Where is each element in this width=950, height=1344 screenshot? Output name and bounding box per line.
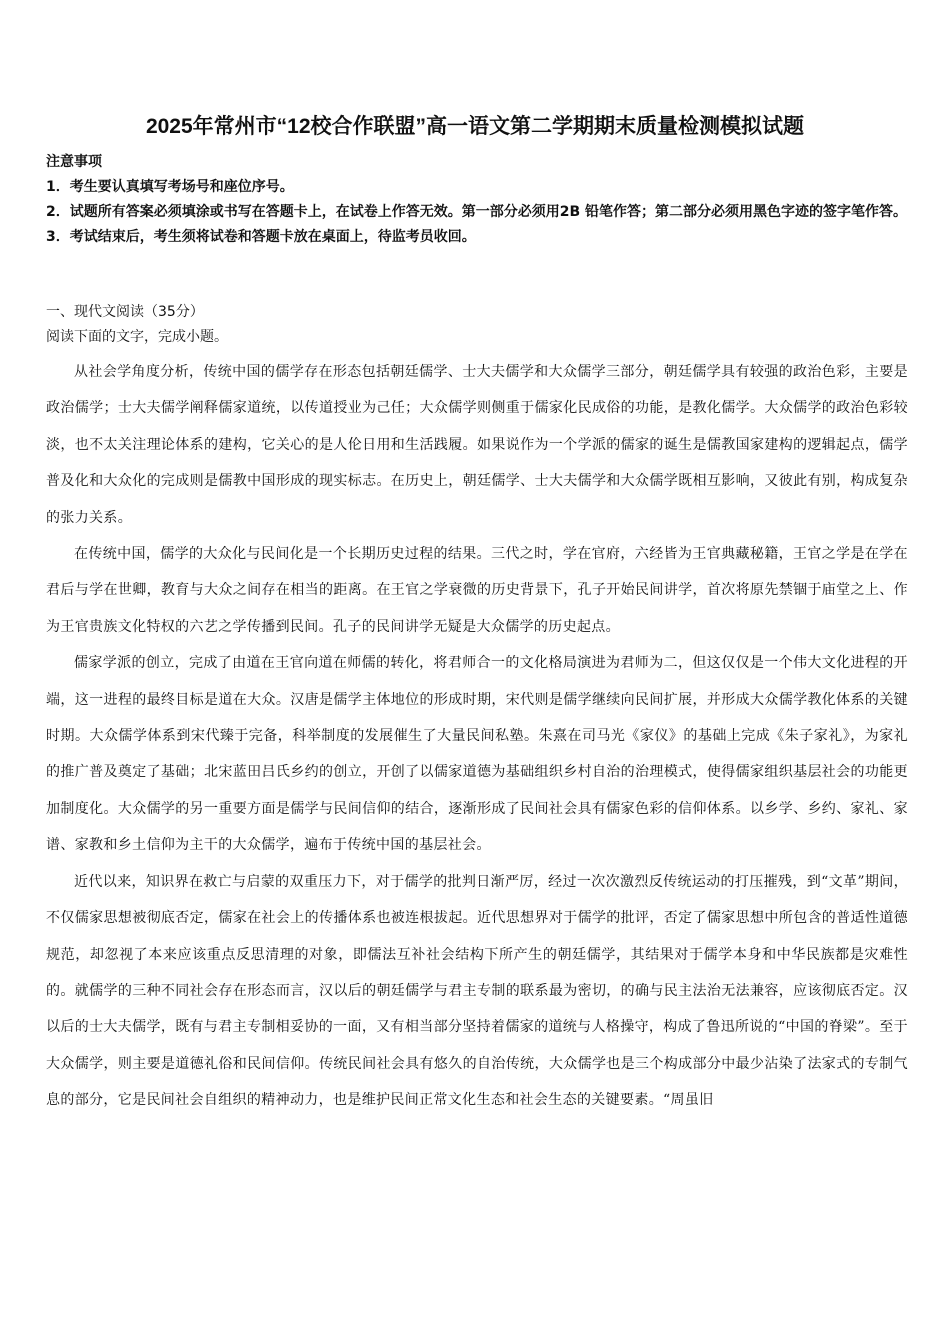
passage-paragraph: 从社会学角度分析，传统中国的儒学存在形态包括朝廷儒学、士大夫儒学和大众儒学三部分，朝廷儒学具有较强的政治色彩，主要是政治儒学；士大夫儒学阐释儒家道统，以传道授业为己任；大众儒学则侧重于儒家化民成俗的功能，是教化儒学。大众儒学的政治色彩较淡，也不太关注理论体系的建构，它关心的是人伦日用和生活践履。如果说作为一个学派的儒家的诞生是儒教国家建构的逻辑起点，儒学普及化和大众化的完成则是儒教中国形成的现实标志。在历史上，朝廷儒学、士大夫儒学和大众儒学既相互影响，又彼此有别，构成复杂的张力关系。: [46, 364, 908, 526]
passage-paragraph: 在传统中国，儒学的大众化与民间化是一个长期历史过程的结果。三代之时，学在官府，六经皆为王官典藏秘籍，王官之学是在学在君后与学在世卿，教育与大众之间存在相当的距离。在王官之学衰微的历史背景下，孔子开始民间讲学，首次将原先禁锢于庙堂之上、作为王官贵族文化特权的六艺之学传播到民间。孔子的民间讲学无疑是大众儒学的历史起点。: [46, 546, 908, 635]
section-instruction: 阅读下面的文字，完成小题。: [46, 329, 228, 345]
notice-block: [46, 150, 908, 250]
page-title: 2025年常州市“12校合作联盟”高一语文第二学期期末质量检测模拟试题: [145, 115, 805, 138]
passage-paragraph: 近代以来，知识界在救亡与启蒙的双重压力下，对于儒学的批判日渐严厉，经过一次次激烈反传统运动的打压摧残，到“文革”期间，不仅儒家思想被彻底否定，儒家在社会上的传播体系也被连根拔起。近代思想界对于儒学的批评，否定了儒家思想中所包含的普适性道德规范，却忽视了本来应该重点反思清理的对象，即儒法互补社会结构下所产生的朝廷儒学，其结果对于儒学本身和中华民族都是灾难性的。就儒学的三种不同社会存在形态而言，汉以后的朝廷儒学与君主专制的联系最为密切，的确与民主法治无法兼容，应该彻底否定。汉以后的士大夫儒学，既有与君主专制相妥协的一面，又有相当部分坚持着儒家的道统与人格操守，构成了鲁迅所说的“中国的脊梁”。至于大众儒学，则主要是道德礼俗和民间信仰。传统民间社会具有悠久的自治传统，大众儒学也是三个构成部分中最少沾染了法家式的专制气息的部分，它是民间社会自组织的精神动力，也是维护民间正常文化生态和社会生态的关键要素。“周虽旧: [46, 873, 908, 1109]
passage-paragraph: 儒家学派的创立，完成了由道在王官向道在师儒的转化，将君师合一的文化格局演进为君师为二，但这仅仅是一个伟大文化进程的开端，这一进程的最终目标是道在大众。汉唐是儒学主体地位的形成时期，宋代则是儒学继续向民间扩展，并形成大众儒学教化体系的关键时期。大众儒学体系到宋代臻于完备，科举制度的发展催生了大量民间私塾。朱熹在司马光《家仪》的基础上完成《朱子家礼》，为家礼的推广普及奠定了基础；北宋蓝田吕氏乡约的创立，开创了以儒家道德为基础组织乡村自治的治理模式，使得儒家组织基层社会的功能更加制度化。大众儒学的另一重要方面是儒学与民间信仰的结合，逐渐形成了民间社会具有儒家色彩的信仰体系。以乡学、乡约、家礼、家谱、家教和乡土信仰为主干的大众儒学，遍布于传统中国的基层社会。: [46, 655, 908, 854]
reading-section: [46, 300, 908, 1119]
section-heading: 一、现代文阅读（35分）: [46, 304, 204, 320]
reading-passage: [46, 354, 908, 1119]
notice-item: 3．考试结束后，考生须将试卷和答题卡放在桌面上，待监考员收回。: [46, 229, 476, 245]
notice-heading: 注意事项: [46, 154, 102, 170]
notice-item: 2．试题所有答案必须填涂或书写在答题卡上，在试卷上作答无效。第一部分必须用2B 铅笔作答；第二部分必须用黑色字迹的签字笔作答。: [46, 204, 908, 220]
notice-list: [46, 175, 908, 250]
notice-item: 1．考生要认真填写考场号和座位序号。: [46, 179, 294, 195]
